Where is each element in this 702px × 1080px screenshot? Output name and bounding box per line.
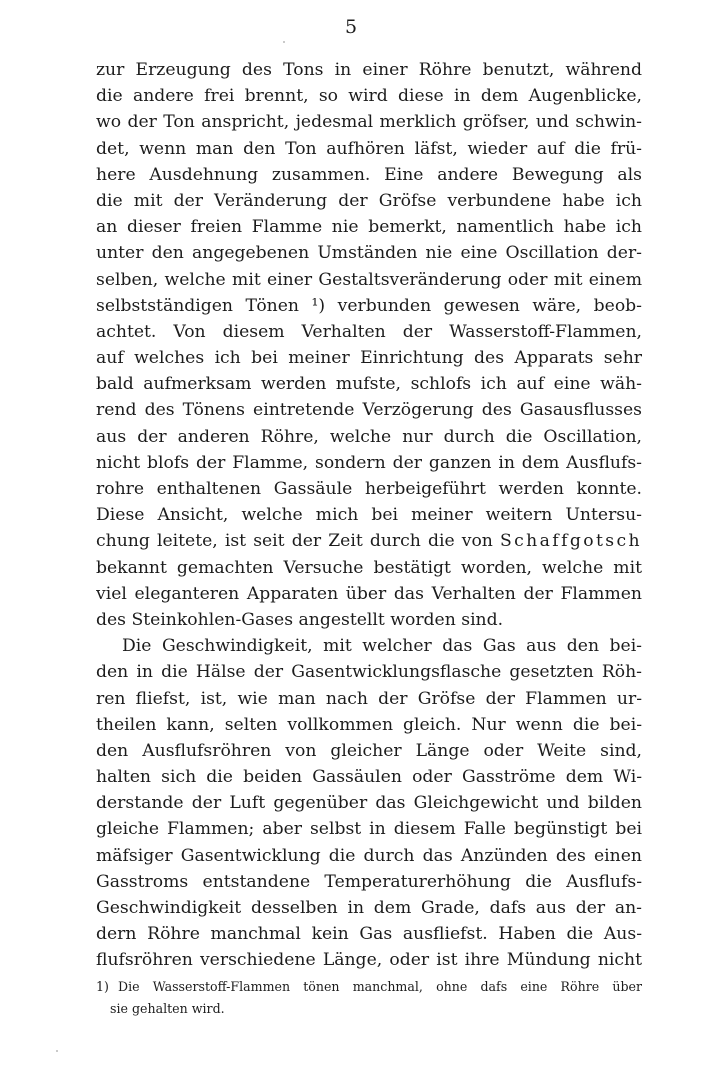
text-line	[96, 397, 642, 423]
text-line-content: mäfsiger Gasentwicklung die durch das Anzünden des einen	[96, 845, 642, 866]
text-line-content: Geschwindigkeit desselben in dem Grade, dafs aus der an-	[96, 898, 642, 918]
text-line-content: den Ausflufsröhren von gleicher Länge oder Weite sind,	[96, 740, 642, 761]
text-line	[96, 581, 642, 607]
text-line-content: Gasstroms entstandene Temperaturerhöhung die Ausflufs-	[96, 871, 642, 892]
footnote-line: sie gehalten wird.	[110, 1001, 225, 1016]
text-line	[96, 528, 642, 554]
text-line	[96, 712, 642, 738]
page-number: 5	[344, 16, 358, 38]
text-line	[96, 843, 642, 869]
text-line	[96, 162, 642, 188]
text-line	[96, 371, 642, 397]
text-line	[96, 267, 642, 293]
text-line	[96, 214, 642, 240]
text-line-content: theilen kann, selten vollkommen gleich. Nur wenn die bei-	[96, 714, 642, 735]
text-line	[96, 240, 642, 266]
text-line-content: den in die Hälse der Gasentwicklungsflasche gesetzten Röh-	[96, 662, 642, 683]
text-line	[96, 109, 642, 135]
text-line-content: wo der Ton anspricht, jedesmal merklich gröfser, und schwin-	[96, 112, 642, 133]
footnote-line	[96, 976, 642, 998]
text-line-content: halten sich die beiden Gassäulen oder Gasströme dem Wi-	[96, 767, 642, 788]
text-line-content: achtet. Von diesem Verhalten der Wasserstoff-Flammen,	[96, 321, 642, 342]
text-line	[96, 424, 642, 450]
text-line-content: gleiche Flammen; aber selbst in diesem Falle begünstigt bei	[96, 819, 642, 840]
text-line-content: selbstständigen Tönen ¹) verbunden gewesen wäre, beob-	[96, 295, 642, 316]
text-line	[96, 790, 642, 816]
text-line-content: ren fliefst, ist, wie man nach der Gröfse der Flammen ur-	[96, 688, 642, 709]
text-line-content: viel eleganteren Apparaten über das Verhalten der Flammen	[96, 583, 642, 604]
text-line-content: rend des Tönens eintretende Verzögerung des Gasausflusses	[96, 400, 642, 421]
text-line-content: bekannt gemachten Versuche bestätigt worden, welche mit	[96, 557, 642, 578]
text-line	[96, 816, 642, 842]
text-line	[96, 136, 642, 162]
text-line-content: flufsröhren verschiedene Länge, oder ist ihre Mündung nicht	[96, 950, 642, 971]
body-text	[96, 57, 642, 974]
text-line	[96, 345, 642, 371]
text-line-content: selben, welche mit einer Gestaltsveränderung oder mit einem	[96, 269, 642, 290]
text-line	[96, 659, 642, 685]
text-line	[96, 476, 642, 502]
paper-speck	[283, 41, 285, 43]
text-line	[96, 450, 642, 476]
text-line-content: auf welches ich bei meiner Einrichtung des Apparats sehr	[96, 348, 642, 369]
text-line-content: rohre enthaltenen Gassäule herbeigeführt werden konnte.	[96, 479, 642, 499]
text-line-content: Die Geschwindigkeit, mit welcher das Gas aus den bei-	[122, 636, 642, 657]
text-line-content: Diese Ansicht, welche mich bei meiner weitern Untersu-	[96, 505, 642, 526]
text-line	[96, 921, 642, 947]
spaced-name: Schaffgotsch	[499, 531, 642, 552]
text-line-content: zur Erzeugung des Tons in einer Röhre benutzt, während	[96, 60, 642, 80]
paper-speck	[56, 1050, 58, 1052]
text-line-content: des Steinkohlen-Gases angestellt worden sind.	[96, 609, 504, 630]
text-line-content: chung leitete, ist seit der Zeit durch die von	[96, 531, 500, 552]
text-line	[96, 633, 642, 659]
text-line	[96, 764, 642, 790]
footnote	[96, 976, 642, 1020]
footnote-text: Die Wasserstoff-Flammen tönen manchmal, ohne dafs eine Röhre über	[118, 979, 642, 994]
text-line	[96, 83, 642, 109]
text-line	[96, 947, 642, 973]
text-line-content: dern Röhre manchmal kein Gas ausfliefst. Haben die Aus-	[96, 924, 642, 945]
text-line-content: an dieser freien Flamme nie bemerkt, namentlich habe ich	[96, 217, 642, 238]
text-line-content: bald aufmerksam werden mufste, schlofs ich auf eine wäh-	[96, 374, 642, 395]
text-line	[96, 738, 642, 764]
text-line	[96, 895, 642, 921]
text-line	[96, 686, 642, 712]
text-line-content: nicht blofs der Flamme, sondern der ganzen in dem Ausflufs-	[96, 452, 642, 473]
text-line-content: die andere frei brennt, so wird diese in dem Augenblicke,	[96, 86, 642, 107]
text-line	[96, 502, 642, 528]
text-line-content: derstande der Luft gegenüber das Gleichgewicht und bilden	[96, 793, 642, 814]
text-line-content: aus der anderen Röhre, welche nur durch die Oscillation,	[96, 426, 642, 447]
footnote-marker: 1)	[96, 979, 109, 994]
text-line	[96, 319, 642, 345]
text-line	[96, 57, 642, 83]
text-line	[96, 869, 642, 895]
text-line-content: det, wenn man den Ton aufhören läfst, wieder auf die frü-	[96, 138, 642, 159]
text-line-content: unter den angegebenen Umständen nie eine Oscillation der-	[96, 243, 642, 264]
text-line	[96, 293, 642, 319]
text-line	[96, 188, 642, 214]
text-line	[96, 607, 642, 633]
text-line	[96, 555, 642, 581]
text-line-content: here Ausdehnung zusammen. Eine andere Bewegung als	[96, 164, 642, 185]
text-line-content: die mit der Veränderung der Gröfse verbundene habe ich	[96, 190, 642, 211]
